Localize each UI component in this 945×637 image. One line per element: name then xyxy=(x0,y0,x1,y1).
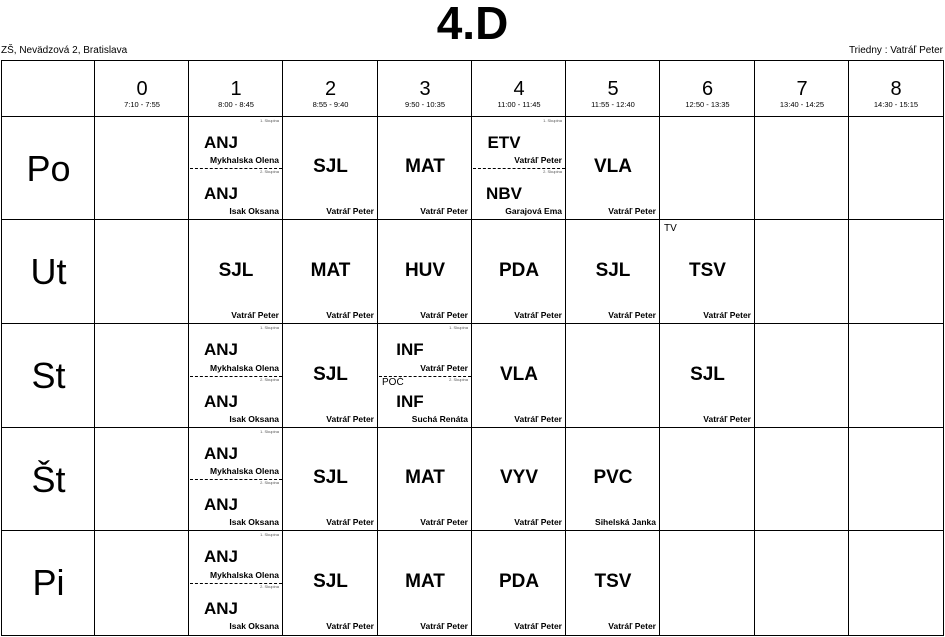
day-label: St xyxy=(31,355,66,396)
teacher-name: Vatráľ Peter xyxy=(420,310,468,320)
lesson-cell[interactable] xyxy=(283,117,378,219)
lesson-cell[interactable] xyxy=(472,117,566,219)
lesson-cell[interactable] xyxy=(283,324,378,427)
subject-label: VLA xyxy=(594,156,632,177)
teacher-name: Vatráľ Peter xyxy=(326,206,374,216)
teacher-name: Vatráľ Peter xyxy=(420,517,468,527)
class-teacher: Triedny : Vatráľ Peter xyxy=(848,45,943,56)
teacher-name: Mykhalska Olena xyxy=(210,362,279,373)
lesson-cell[interactable] xyxy=(189,220,283,323)
lesson-cell[interactable] xyxy=(378,428,472,530)
teacher-name: Vatráľ Peter xyxy=(514,414,562,424)
teacher-name: Vatráľ Peter xyxy=(514,310,562,320)
lesson-cell[interactable] xyxy=(472,428,566,530)
period-header xyxy=(283,61,378,116)
teacher-name: Isak Oksana xyxy=(229,206,279,216)
period-number: 4 xyxy=(513,78,525,100)
subject-label: SJL xyxy=(690,363,725,385)
period-header xyxy=(95,61,189,116)
subject-label: VYV xyxy=(499,467,539,488)
period-header xyxy=(660,61,755,116)
day-label: Pi xyxy=(32,562,65,603)
lesson-cell[interactable] xyxy=(472,531,566,634)
subject-label: ANJ xyxy=(203,340,238,359)
teacher-name: Vatráľ Peter xyxy=(420,621,468,631)
teacher-name: Sihelská Janka xyxy=(595,517,656,527)
group-label: 1. Skupina xyxy=(260,429,279,434)
subject-label: MAT xyxy=(405,570,445,592)
teacher-name: Isak Oksana xyxy=(229,414,279,424)
subject-label: ANJ xyxy=(203,444,238,463)
teacher-name: Vatráľ Peter xyxy=(608,310,656,320)
teacher-name: Vatráľ Peter xyxy=(514,517,562,527)
group-label: 2. Skupina xyxy=(543,169,562,174)
subject-label: VLA xyxy=(500,363,538,385)
subject-label: PDA xyxy=(498,570,540,592)
subject-label: SJL xyxy=(313,363,348,385)
subject-label: ANJ xyxy=(203,184,238,203)
period-header xyxy=(849,61,943,116)
group-label: 1. Skupina xyxy=(543,118,562,123)
group-label: 1. Skupina xyxy=(260,325,279,330)
group-label: 2. Skupina xyxy=(260,169,279,174)
teacher-name: Vatráľ Peter xyxy=(514,155,562,165)
subject-label: SJL xyxy=(595,259,631,281)
lesson-cell[interactable] xyxy=(283,531,378,634)
teacher-name: Mykhalska Olena xyxy=(210,155,279,165)
day-label: Št xyxy=(31,458,66,500)
teacher-name: Isak Oksana xyxy=(229,621,279,631)
subject-label: HUV xyxy=(404,259,446,281)
subject-label: TSV xyxy=(689,259,726,281)
teacher-name: Vatráľ Peter xyxy=(326,310,374,320)
room-label: POČ xyxy=(382,376,404,388)
period-header xyxy=(755,61,849,116)
lesson-cell[interactable] xyxy=(189,324,283,427)
lesson-cell[interactable] xyxy=(189,428,283,530)
subject-label: SJL xyxy=(218,259,254,281)
lesson-cell[interactable] xyxy=(660,324,755,427)
period-time: 14:30 - 15:15 xyxy=(873,100,919,109)
subject-label: SJL xyxy=(313,570,348,592)
period-time: 8:55 - 9:40 xyxy=(312,100,349,109)
subject-label: ETV xyxy=(487,133,521,152)
subject-label: ANJ xyxy=(203,495,238,514)
subject-label: NBV xyxy=(486,184,522,203)
subject-label: ANJ xyxy=(203,133,238,152)
period-number: 2 xyxy=(324,78,337,100)
lesson-cell[interactable] xyxy=(189,531,283,634)
subject-label: MAT xyxy=(310,259,351,281)
lesson-cell[interactable] xyxy=(566,428,660,530)
day-label: Ut xyxy=(30,251,67,292)
lesson-cell[interactable] xyxy=(378,117,472,219)
period-time: 7:10 - 7:55 xyxy=(124,100,160,109)
period-time: 9:50 - 10:35 xyxy=(404,100,446,109)
subject-label: MAT xyxy=(405,467,445,488)
grid-vline xyxy=(848,61,849,635)
period-number: 8 xyxy=(890,78,902,100)
teacher-name: Vatráľ Peter xyxy=(514,621,562,631)
teacher-name: Vatráľ Peter xyxy=(420,206,468,216)
group-label: 1. Skupina xyxy=(260,118,279,123)
period-header xyxy=(378,61,472,116)
lesson-cell[interactable] xyxy=(283,428,378,530)
group-label: 2. Skupina xyxy=(260,480,279,485)
period-number: 7 xyxy=(796,78,808,100)
group-label: 1. Skupina xyxy=(449,325,468,330)
period-number: 5 xyxy=(607,78,619,100)
lesson-cell[interactable] xyxy=(566,531,660,634)
subject-label: INF xyxy=(396,391,424,411)
subject-label: PDA xyxy=(498,259,540,281)
teacher-name: Suchá Renáta xyxy=(411,414,468,424)
period-time: 13:40 - 14:25 xyxy=(779,100,825,109)
teacher-name: Vatráľ Peter xyxy=(231,310,279,320)
subject-label: PVC xyxy=(593,467,633,488)
teacher-name: Garajová Ema xyxy=(505,206,562,216)
subject-label: ANJ xyxy=(203,598,238,618)
period-number: 3 xyxy=(419,78,431,100)
school-name: ZŠ, Nevädzová 2, Bratislava xyxy=(1,45,128,56)
group-label: 2. Skupina xyxy=(260,376,279,382)
teacher-name: Vatráľ Peter xyxy=(326,414,374,424)
lesson-cell[interactable] xyxy=(283,220,378,323)
period-number: 1 xyxy=(230,78,242,100)
teacher-name: Vatráľ Peter xyxy=(326,621,374,631)
room-label: TV xyxy=(664,223,677,234)
teacher-name: Vatráľ Peter xyxy=(326,517,374,527)
period-header xyxy=(189,61,283,116)
timetable-grid xyxy=(1,60,944,636)
day-label: Po xyxy=(26,147,71,189)
subject-label: ANJ xyxy=(203,547,238,566)
period-time: 8:00 - 8:45 xyxy=(218,100,254,109)
lesson-cell[interactable] xyxy=(566,117,660,219)
group-label: 1. Skupina xyxy=(260,532,279,537)
subject-label: INF xyxy=(396,340,424,359)
period-time: 11:55 - 12:40 xyxy=(591,100,635,109)
lesson-cell[interactable] xyxy=(378,531,472,634)
period-time: 12:50 - 13:35 xyxy=(685,100,730,109)
page-title: 4.D xyxy=(436,0,509,49)
subject-label: TSV xyxy=(594,570,632,592)
lesson-cell[interactable] xyxy=(472,324,566,427)
teacher-name: Mykhalska Olena xyxy=(210,569,279,580)
lesson-cell[interactable] xyxy=(472,220,566,323)
period-header xyxy=(566,61,660,116)
teacher-name: Mykhalska Olena xyxy=(210,466,279,476)
subject-label: SJL xyxy=(313,467,348,488)
teacher-name: Isak Oksana xyxy=(229,517,279,527)
period-number: 6 xyxy=(701,78,714,100)
subject-label: SJL xyxy=(313,156,348,177)
lesson-cell[interactable] xyxy=(378,220,472,323)
group-label: 2. Skupina xyxy=(260,583,279,589)
period-time: 11:00 - 11:45 xyxy=(497,100,541,109)
lesson-cell[interactable] xyxy=(378,324,472,427)
teacher-name: Vatráľ Peter xyxy=(608,621,656,631)
group-label: 2. Skupina xyxy=(449,376,468,382)
teacher-name: Vatráľ Peter xyxy=(703,414,751,424)
teacher-name: Vatráľ Peter xyxy=(703,310,751,320)
lesson-cell[interactable] xyxy=(660,220,755,323)
period-number: 0 xyxy=(136,78,148,100)
subject-label: ANJ xyxy=(203,391,238,411)
period-header xyxy=(472,61,566,116)
teacher-name: Vatráľ Peter xyxy=(420,362,468,373)
lesson-cell[interactable] xyxy=(566,220,660,323)
lesson-cell[interactable] xyxy=(189,117,283,219)
teacher-name: Vatráľ Peter xyxy=(608,206,656,216)
subject-label: MAT xyxy=(405,156,445,177)
